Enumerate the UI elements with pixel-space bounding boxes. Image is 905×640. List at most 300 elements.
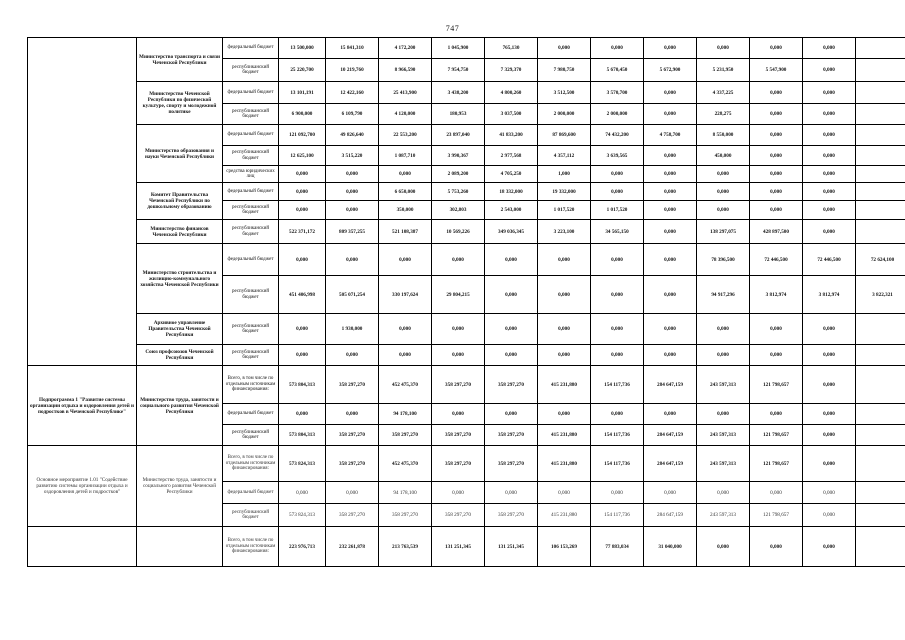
value-cell: 7 954,750	[432, 59, 485, 82]
value-cell: 522 371,172	[279, 220, 326, 244]
value-cell: 1 930,000	[326, 314, 379, 345]
value-cell: 3 812,974	[750, 276, 803, 314]
value-cell	[856, 59, 905, 82]
value-cell: 0,000	[432, 345, 485, 366]
value-cell: 41 833,200	[485, 125, 538, 146]
value-cell: 573 824,313	[279, 504, 326, 527]
value-cell: 284 647,159	[644, 446, 697, 482]
table-row	[28, 38, 905, 59]
value-cell: 428 897,500	[750, 220, 803, 244]
value-cell: 350,000	[379, 201, 432, 220]
org-cell: Министерство финансов Чеченской Республики	[137, 220, 223, 244]
value-cell: 3 438,200	[432, 82, 485, 104]
value-cell: 452 475,370	[379, 446, 432, 482]
value-cell: 13 101,191	[279, 82, 326, 104]
page-number: 747	[445, 24, 460, 33]
value-cell: 0,000	[803, 146, 856, 166]
value-cell: 358 297,270	[326, 504, 379, 527]
value-cell	[856, 345, 905, 366]
value-cell: 0,000	[326, 345, 379, 366]
value-cell: 18 332,000	[485, 183, 538, 201]
source-cell: республиканский бюджет	[223, 146, 279, 166]
value-cell: 2 089,200	[432, 166, 485, 183]
table-row	[28, 314, 905, 345]
value-cell: 31 040,000	[644, 527, 697, 567]
value-cell: 0,000	[432, 482, 485, 504]
subprogram-cell: Подпрограмма 1 "Развитие системы организации отдыха и оздоровления детей и подростков в Чеченской Республике"	[28, 366, 137, 446]
value-cell: 358 297,270	[379, 504, 432, 527]
value-cell	[856, 425, 905, 446]
value-cell: 0,000	[538, 276, 591, 314]
value-cell: 0,000	[644, 201, 697, 220]
value-cell: 358 297,270	[432, 366, 485, 404]
value-cell: 6 900,000	[279, 104, 326, 125]
value-cell: 0,000	[485, 345, 538, 366]
value-cell: 243 597,313	[697, 504, 750, 527]
value-cell: 243 597,313	[697, 366, 750, 404]
value-cell: 0,000	[750, 146, 803, 166]
source-cell: федеральный бюджет	[223, 404, 279, 425]
value-cell: 0,000	[644, 38, 697, 59]
table-row	[28, 446, 905, 482]
value-cell: 451 406,998	[279, 276, 326, 314]
value-cell: 0,000	[485, 482, 538, 504]
value-cell: 0,000	[538, 244, 591, 276]
value-cell: 0,000	[803, 404, 856, 425]
value-cell: 0,000	[279, 404, 326, 425]
value-cell: 6 109,790	[326, 104, 379, 125]
value-cell: 0,000	[485, 404, 538, 425]
value-cell	[856, 125, 905, 146]
value-cell: 450,000	[697, 146, 750, 166]
value-cell: 5 547,900	[750, 59, 803, 82]
value-cell: 77 883,034	[591, 527, 644, 567]
table-row	[28, 345, 905, 366]
value-cell: 0,000	[326, 201, 379, 220]
value-cell: 3 223,100	[538, 220, 591, 244]
source-cell: федеральный бюджет	[223, 183, 279, 201]
value-cell: 0,000	[644, 345, 697, 366]
source-cell: республиканский бюджет	[223, 425, 279, 446]
value-cell	[856, 314, 905, 345]
value-cell: 4 758,700	[644, 125, 697, 146]
value-cell: 1 087,710	[379, 146, 432, 166]
value-cell: 0,000	[750, 201, 803, 220]
value-cell: 302,803	[432, 201, 485, 220]
value-cell: 0,000	[697, 201, 750, 220]
value-cell: 358 297,270	[326, 366, 379, 404]
value-cell: 0,000	[803, 59, 856, 82]
value-cell: 0,000	[279, 345, 326, 366]
value-cell: 0,000	[750, 183, 803, 201]
table-row	[28, 125, 905, 146]
source-cell: республиканский бюджет	[223, 201, 279, 220]
value-cell: 0,000	[591, 314, 644, 345]
value-cell: 0,000	[591, 183, 644, 201]
value-cell: 121 798,657	[750, 504, 803, 527]
value-cell: 22 553,200	[379, 125, 432, 146]
value-cell: 0,000	[485, 276, 538, 314]
value-cell	[856, 504, 905, 527]
value-cell: 0,000	[432, 244, 485, 276]
value-cell: 415 231,880	[538, 504, 591, 527]
value-cell: 358 297,270	[432, 446, 485, 482]
source-cell: федеральный бюджет	[223, 125, 279, 146]
value-cell: 25 220,700	[279, 59, 326, 82]
value-cell: 10 219,760	[326, 59, 379, 82]
value-cell: 0,000	[644, 314, 697, 345]
value-cell: 1 017,520	[591, 201, 644, 220]
value-cell: 5 753,260	[432, 183, 485, 201]
value-cell: 243 597,313	[697, 446, 750, 482]
source-cell: республиканский бюджет	[223, 59, 279, 82]
value-cell: 0,000	[591, 404, 644, 425]
value-cell: 3 570,700	[591, 82, 644, 104]
value-cell: 358 297,270	[485, 504, 538, 527]
value-cell: 0,000	[803, 166, 856, 183]
value-cell: 0,000	[803, 366, 856, 404]
value-cell: 0,000	[379, 166, 432, 183]
value-cell: 154 117,736	[591, 446, 644, 482]
value-cell	[856, 38, 905, 59]
value-cell: 4 337,225	[697, 82, 750, 104]
value-cell: 349 036,345	[485, 220, 538, 244]
value-cell: 358 297,270	[379, 425, 432, 446]
value-cell: 0,000	[279, 166, 326, 183]
value-cell: 121 798,657	[750, 425, 803, 446]
value-cell: 7 329,370	[485, 59, 538, 82]
table-row	[28, 183, 905, 201]
value-cell: 0,000	[279, 482, 326, 504]
value-cell	[856, 404, 905, 425]
value-cell: 8 966,590	[379, 59, 432, 82]
value-cell: 34 565,150	[591, 220, 644, 244]
value-cell: 330 197,624	[379, 276, 432, 314]
org-cell: Министерство образования и науки Чеченской Республики	[137, 125, 223, 183]
value-cell: 0,000	[750, 38, 803, 59]
value-cell: 0,000	[644, 276, 697, 314]
value-cell: 0,000	[803, 504, 856, 527]
source-cell: Всего, в том числе по отдельным источникам финансирования:	[223, 366, 279, 404]
value-cell: 7 980,750	[538, 59, 591, 82]
value-cell: 0,000	[326, 183, 379, 201]
value-cell: 106 153,269	[538, 527, 591, 567]
value-cell: 0,000	[803, 482, 856, 504]
value-cell	[856, 82, 905, 104]
value-cell: 0,000	[803, 446, 856, 482]
value-cell: 0,000	[803, 201, 856, 220]
value-cell	[856, 183, 905, 201]
value-cell: 452 475,370	[379, 366, 432, 404]
value-cell: 0,000	[697, 482, 750, 504]
value-cell: 0,000	[279, 314, 326, 345]
value-cell: 358 297,270	[432, 425, 485, 446]
value-cell: 23 897,040	[432, 125, 485, 146]
value-cell: 5 670,450	[591, 59, 644, 82]
value-cell: 2 000,000	[591, 104, 644, 125]
value-cell: 180,953	[432, 104, 485, 125]
value-cell: 0,000	[591, 482, 644, 504]
value-cell: 0,000	[379, 314, 432, 345]
source-cell: Всего, в том числе по отдельным источникам финансирования:	[223, 527, 279, 567]
value-cell: 87 869,600	[538, 125, 591, 146]
value-cell: 25 413,900	[379, 82, 432, 104]
value-cell: 5 672,900	[644, 59, 697, 82]
value-cell: 765,130	[485, 38, 538, 59]
value-cell: 4 172,200	[379, 38, 432, 59]
value-cell: 121 798,657	[750, 366, 803, 404]
activity-cell: Основное мероприятие 1.01 "Содействие развитию системы организации отдыха и оздоровления детей и подростков"	[28, 446, 137, 527]
value-cell: 0,000	[750, 404, 803, 425]
value-cell: 0,000	[750, 125, 803, 146]
value-cell: 0,000	[750, 314, 803, 345]
value-cell: 13 500,000	[279, 38, 326, 59]
value-cell: 3 822,321	[856, 276, 905, 314]
value-cell	[856, 104, 905, 125]
value-cell: 131 251,345	[432, 527, 485, 567]
value-cell: 0,000	[697, 38, 750, 59]
value-cell: 138 297,075	[697, 220, 750, 244]
value-cell: 0,000	[644, 146, 697, 166]
value-cell: 358 297,270	[326, 446, 379, 482]
value-cell: 415 231,880	[538, 446, 591, 482]
value-cell: 3 512,500	[538, 82, 591, 104]
source-cell: республиканский бюджет	[223, 345, 279, 366]
value-cell: 0,000	[697, 166, 750, 183]
table-row	[28, 220, 905, 244]
program-cell	[28, 527, 137, 567]
value-cell: 0,000	[750, 104, 803, 125]
value-cell: 573 824,313	[279, 446, 326, 482]
value-cell	[856, 146, 905, 166]
value-cell: 94 178,100	[379, 482, 432, 504]
value-cell: 0,000	[750, 482, 803, 504]
value-cell: 0,000	[485, 314, 538, 345]
value-cell: 1,000	[538, 166, 591, 183]
value-cell: 358 297,270	[326, 425, 379, 446]
value-cell	[856, 166, 905, 183]
value-cell: 15 841,310	[326, 38, 379, 59]
value-cell: 4 357,112	[538, 146, 591, 166]
value-cell: 505 071,254	[326, 276, 379, 314]
org-cell: Министерство транспорта и связи Чеченской Республики	[137, 38, 223, 82]
value-cell: 0,000	[326, 244, 379, 276]
value-cell: 0,000	[538, 345, 591, 366]
value-cell: 0,000	[803, 345, 856, 366]
value-cell: 4 120,000	[379, 104, 432, 125]
source-cell: Всего, в том числе по отдельным источникам финансирования:	[223, 446, 279, 482]
value-cell: 243 597,313	[697, 425, 750, 446]
value-cell: 0,000	[803, 314, 856, 345]
value-cell: 232 261,878	[326, 527, 379, 567]
value-cell: 0,000	[644, 220, 697, 244]
org-cell: Комитет Правительства Чеченской Республики по дошкольному образованию	[137, 183, 223, 220]
value-cell: 284 647,159	[644, 504, 697, 527]
source-cell: республиканский бюджет	[223, 276, 279, 314]
value-cell: 121 798,657	[750, 446, 803, 482]
value-cell: 0,000	[279, 244, 326, 276]
value-cell: 8 550,000	[697, 125, 750, 146]
value-cell: 94 917,296	[697, 276, 750, 314]
value-cell: 415 231,880	[538, 425, 591, 446]
value-cell: 0,000	[538, 482, 591, 504]
value-cell: 131 251,345	[485, 527, 538, 567]
source-cell: республиканский бюджет	[223, 104, 279, 125]
table-row	[28, 527, 905, 567]
value-cell: 0,000	[591, 276, 644, 314]
value-cell: 2 000,000	[538, 104, 591, 125]
value-cell: 358 297,270	[485, 446, 538, 482]
table-row	[28, 82, 905, 104]
value-cell: 154 117,736	[591, 504, 644, 527]
value-cell: 0,000	[750, 345, 803, 366]
value-cell: 3 037,500	[485, 104, 538, 125]
value-cell: 0,000	[379, 244, 432, 276]
value-cell	[856, 201, 905, 220]
value-cell	[856, 366, 905, 404]
value-cell: 0,000	[697, 314, 750, 345]
value-cell: 2 543,000	[485, 201, 538, 220]
value-cell: 415 231,880	[538, 366, 591, 404]
value-cell: 213 763,539	[379, 527, 432, 567]
value-cell: 1 045,900	[432, 38, 485, 59]
value-cell: 0,000	[803, 183, 856, 201]
value-cell: 0,000	[803, 220, 856, 244]
org-cell	[137, 527, 223, 567]
value-cell	[856, 482, 905, 504]
org-cell: Архивное управление Правительства Чеченской Республики	[137, 314, 223, 345]
value-cell: 72 624,100	[856, 244, 905, 276]
value-cell: 2 977,568	[485, 146, 538, 166]
value-cell: 0,000	[750, 527, 803, 567]
value-cell: 0,000	[803, 425, 856, 446]
value-cell: 3 515,220	[326, 146, 379, 166]
value-cell: 49 826,640	[326, 125, 379, 146]
value-cell: 0,000	[803, 527, 856, 567]
value-cell: 358 297,270	[432, 504, 485, 527]
value-cell: 0,000	[697, 345, 750, 366]
value-cell: 0,000	[803, 38, 856, 59]
org-cell: Министерство строительства и жилищно-коммунального хозяйства Чеченской Республики	[137, 244, 223, 314]
value-cell: 5 231,950	[697, 59, 750, 82]
value-cell: 3 812,974	[803, 276, 856, 314]
value-cell: 0,000	[279, 201, 326, 220]
value-cell: 0,000	[591, 345, 644, 366]
value-cell: 3 990,367	[432, 146, 485, 166]
value-cell: 358 297,270	[485, 366, 538, 404]
value-cell: 0,000	[644, 482, 697, 504]
value-cell: 4 800,260	[485, 82, 538, 104]
value-cell: 154 117,736	[591, 366, 644, 404]
value-cell: 0,000	[644, 166, 697, 183]
value-cell: 0,000	[644, 183, 697, 201]
value-cell: 154 117,736	[591, 425, 644, 446]
value-cell: 0,000	[697, 527, 750, 567]
source-cell: республиканский бюджет	[223, 314, 279, 345]
value-cell: 0,000	[644, 244, 697, 276]
value-cell: 0,000	[326, 166, 379, 183]
value-cell: 0,000	[750, 82, 803, 104]
value-cell: 284 647,159	[644, 366, 697, 404]
value-cell: 573 804,313	[279, 425, 326, 446]
source-cell: федеральный бюджет	[223, 244, 279, 276]
value-cell: 573 804,313	[279, 366, 326, 404]
value-cell: 12 625,100	[279, 146, 326, 166]
value-cell: 0,000	[644, 82, 697, 104]
table-row	[28, 366, 905, 404]
value-cell: 0,000	[591, 166, 644, 183]
value-cell: 4 705,250	[485, 166, 538, 183]
value-cell: 0,000	[538, 38, 591, 59]
value-cell: 0,000	[485, 244, 538, 276]
source-cell: республиканский бюджет	[223, 504, 279, 527]
value-cell: 0,000	[697, 404, 750, 425]
source-cell: федеральный бюджет	[223, 38, 279, 59]
source-cell: федеральный бюджет	[223, 482, 279, 504]
value-cell: 0,000	[591, 244, 644, 276]
value-cell: 0,000	[538, 314, 591, 345]
value-cell: 0,000	[591, 38, 644, 59]
value-cell: 12 422,160	[326, 82, 379, 104]
value-cell: 223 976,713	[279, 527, 326, 567]
value-cell: 0,000	[326, 404, 379, 425]
value-cell: 74 432,200	[591, 125, 644, 146]
source-cell: федеральный бюджет	[223, 82, 279, 104]
value-cell: 19 332,000	[538, 183, 591, 201]
value-cell: 94 178,100	[379, 404, 432, 425]
value-cell: 0,000	[644, 404, 697, 425]
org-cell: Союз профсоюзов Чеченской Республики	[137, 345, 223, 366]
value-cell: 29 804,215	[432, 276, 485, 314]
value-cell: 72 446,500	[750, 244, 803, 276]
budget-table	[27, 37, 905, 567]
value-cell: 121 092,700	[279, 125, 326, 146]
value-cell: 0,000	[803, 125, 856, 146]
value-cell	[856, 220, 905, 244]
source-cell: республиканский бюджет	[223, 220, 279, 244]
value-cell: 72 446,500	[803, 244, 856, 276]
value-cell: 0,000	[379, 345, 432, 366]
value-cell: 809 357,255	[326, 220, 379, 244]
value-cell: 284 647,159	[644, 425, 697, 446]
value-cell: 10 569,226	[432, 220, 485, 244]
value-cell: 78 396,500	[697, 244, 750, 276]
value-cell: 0,000	[538, 404, 591, 425]
value-cell: 0,000	[750, 166, 803, 183]
value-cell: 0,000	[803, 82, 856, 104]
value-cell: 0,000	[697, 183, 750, 201]
value-cell: 0,000	[326, 482, 379, 504]
value-cell: 228,275	[697, 104, 750, 125]
source-cell: средства юридических лиц	[223, 166, 279, 183]
org-cell: Министерство труда, занятости и социального развития Чеченской Республики	[137, 446, 223, 527]
org-cell: Министерство труда, занятости и социального развития Чеченской Республики	[137, 366, 223, 446]
org-cell: Министерство Чеченской Республики по физической культуре, спорту и молодежной политике	[137, 82, 223, 125]
value-cell: 1 017,520	[538, 201, 591, 220]
program-cell	[28, 38, 137, 366]
value-cell: 0,000	[803, 104, 856, 125]
value-cell: 358 297,270	[485, 425, 538, 446]
value-cell	[856, 527, 905, 567]
value-cell	[856, 446, 905, 482]
value-cell: 3 639,565	[591, 146, 644, 166]
value-cell: 0,000	[279, 183, 326, 201]
table-row	[28, 244, 905, 276]
value-cell: 0,000	[432, 314, 485, 345]
value-cell: 6 650,000	[379, 183, 432, 201]
value-cell: 0,000	[644, 104, 697, 125]
value-cell: 0,000	[432, 404, 485, 425]
